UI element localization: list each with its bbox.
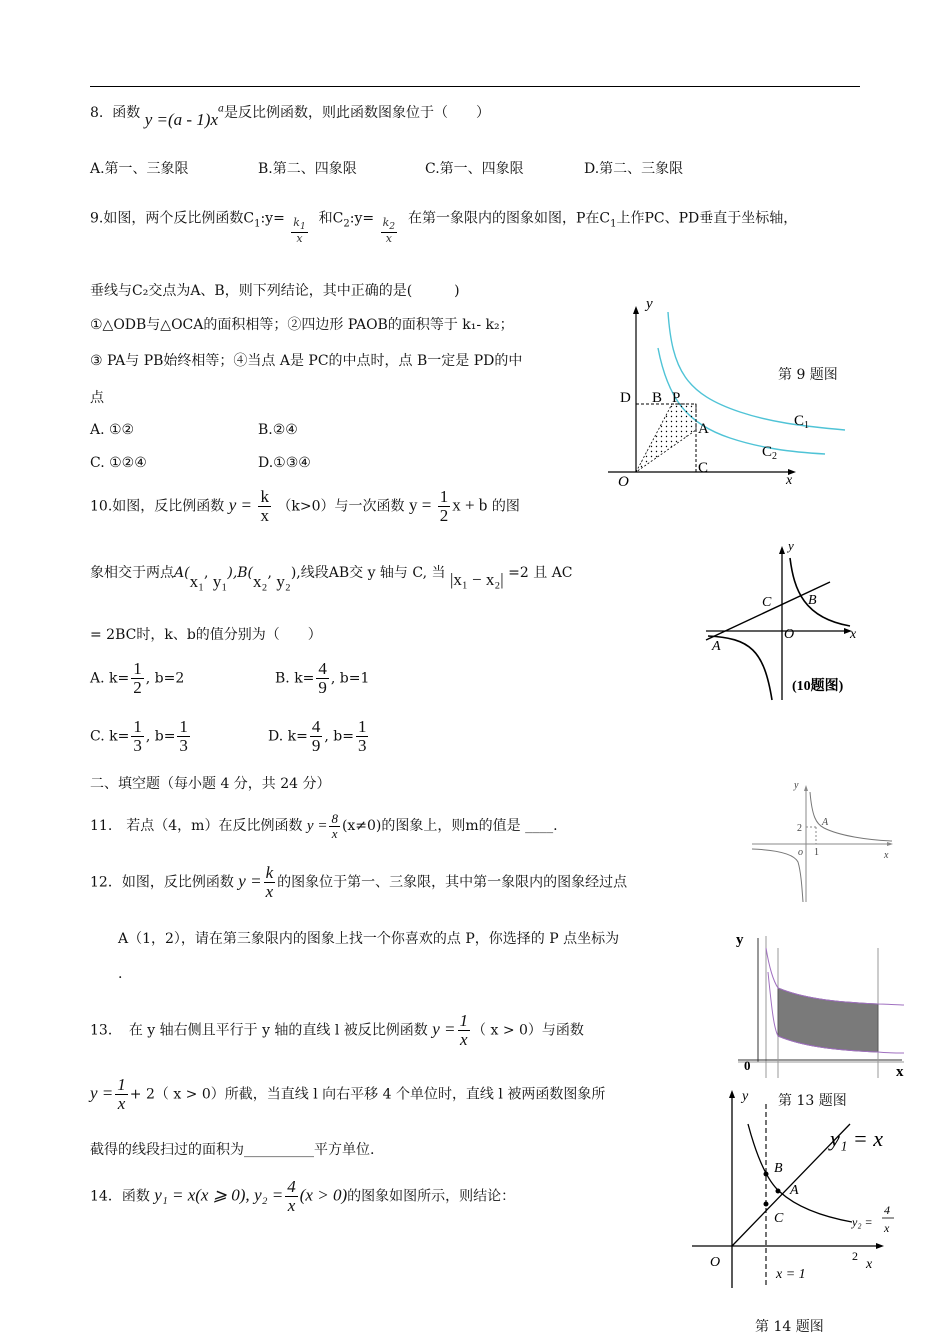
fig10-hyperbola-q1	[790, 558, 850, 626]
q10-f1-num: k	[260, 487, 269, 506]
fig9-label-x: x	[786, 473, 793, 488]
q13-line2	[90, 1076, 605, 1113]
q10-line2c: =2 且 AC	[508, 565, 573, 581]
q14-f2b: (x > 0)	[299, 1185, 348, 1205]
q10-opt-d-k	[310, 718, 323, 755]
fig9-label-p: P	[672, 390, 681, 406]
q11-den: x	[331, 825, 338, 841]
fig10-label-a: A	[712, 639, 721, 654]
q9-k2-sub: 2	[389, 221, 396, 233]
fig11-curve-q3	[752, 849, 803, 902]
q13-f: y =	[432, 1019, 456, 1039]
q10-f1-fraction	[258, 488, 271, 525]
q10-opt-c-den: 3	[133, 735, 142, 755]
q8-tail: 是反比例函数，则此函数图象位于（ ）	[223, 105, 490, 121]
fig14-label-c: C	[774, 1211, 784, 1226]
q10-tail: 的图	[491, 498, 520, 515]
q9-text-f: 上作PC、PD垂直于坐标轴，	[616, 210, 798, 227]
q10-opt-d-mid: , b=	[324, 728, 354, 745]
q9-line4: ③ PA与 PB始终相等；④当点 A是 PC的中点时，点 B一定是 PD的中	[90, 353, 523, 369]
q12-f: y =	[238, 871, 262, 891]
q10-f2-fraction	[438, 488, 451, 525]
fig9-label-o: O	[618, 474, 629, 490]
q10-opt-b-label: B. k=	[275, 670, 315, 687]
q13-num: 1	[459, 1011, 469, 1030]
q14-tail: 的图象如图所示，则结论：	[347, 1188, 516, 1205]
q13-line2-f: y =	[90, 1083, 114, 1103]
q10-f2-tail: x + b	[452, 495, 488, 515]
q12-line2: A（1，2），请在第三象限内的图象上找一个你喜欢的点 P，你选择的 P 点坐标为	[118, 931, 620, 947]
q14-num: 4	[287, 1177, 296, 1196]
q10-opt-b-num: 4	[318, 659, 327, 678]
q11-f: y =	[306, 818, 328, 835]
fig9-c2-sub: 2	[772, 451, 778, 462]
q11-tail: (x≠0)的图象上，则m的值是 ____.	[341, 818, 558, 835]
q10-line2a: 象相交于两点	[90, 565, 174, 581]
fig9-label-d: D	[620, 390, 631, 406]
q10-opt-d-den2: 3	[357, 735, 367, 755]
q10-opt-c-mid: , b=	[145, 728, 176, 745]
figure-10	[700, 540, 870, 710]
q11-lead: 11. 若点（4，m）在反比例函数	[90, 818, 303, 835]
q9-option-b: B.②④	[258, 422, 298, 438]
fig11-label-o: o	[798, 847, 803, 858]
q10-opt-b-b: , b=1	[330, 670, 370, 687]
fig14-label-4: 4	[884, 1203, 890, 1217]
q10-line1	[90, 488, 520, 525]
q10-opt-d-den: 9	[311, 735, 321, 755]
q8-exponent: a	[218, 103, 224, 115]
fig9-label-y: y	[646, 296, 653, 312]
q13-lead: 13． 在 y 轴右侧且平行于 y 轴的直线 l 被反比例函数	[90, 1022, 428, 1039]
fig9-c1-sub: 1	[804, 420, 810, 431]
q10-option-a	[90, 660, 184, 697]
q10-x2: x₂	[253, 572, 268, 591]
header-rule	[90, 86, 860, 87]
q8-option-c: C.第一、四象限	[425, 161, 524, 177]
q13-den: x	[460, 1029, 468, 1049]
fig11-label-x: x	[884, 850, 889, 861]
q9-line3: ①△ODB与△OCA的面积相等；②四边形 PAOB的面积等于 k₁- k₂；	[90, 317, 514, 333]
fig13-label-x: x	[896, 1064, 904, 1080]
q9-line1	[90, 205, 798, 245]
q10-f1-den: x	[260, 505, 269, 525]
q9-k2: k	[382, 216, 390, 229]
q9-option-a: A. ①②	[90, 422, 135, 438]
fig14-label-a: A	[790, 1183, 799, 1198]
q9-sub1: 1	[254, 218, 261, 230]
q9-k2-den: x	[385, 231, 392, 245]
fig10-label-y: y	[788, 540, 794, 553]
q10-opt-d-num2: 1	[357, 717, 367, 736]
fig11-label-y: y	[794, 780, 799, 791]
q10-opt-d-b	[356, 718, 369, 755]
fig9-caption: 第 9 题图	[778, 367, 838, 383]
q10-opt-b-k	[316, 660, 329, 697]
q10-opt-a-k	[131, 660, 144, 697]
fig11-y-arrow	[804, 785, 808, 791]
q10-opt-a-num: 1	[133, 659, 142, 678]
q10-opt-a-den: 2	[133, 677, 142, 697]
q14-lead: 14．函数	[90, 1188, 150, 1205]
question-13	[90, 1012, 584, 1049]
question-12	[90, 864, 627, 901]
q10-f2-num: 1	[439, 487, 449, 506]
q14-f2a: y₂ =	[254, 1185, 284, 1205]
q10-point-b: ),B(	[227, 565, 254, 581]
figure-11	[748, 772, 898, 906]
q9-k1-fraction	[291, 217, 308, 244]
q13-line2-den: x	[117, 1093, 126, 1113]
q9-text-e: 在第一象限内的图象如图，P在C	[407, 210, 611, 227]
fig14-x-arrow	[876, 1243, 884, 1249]
q10-line2: 象相交于两点A(x₁, y₁),B(x₂, y₂),线段AB交 y 轴与 C, 当 |x₁ − x₂| =2 且 AC	[90, 565, 573, 591]
q13-line2-num: 1	[117, 1075, 126, 1094]
q11-num: 8	[331, 811, 338, 826]
fig10-caption: (10题图)	[792, 679, 844, 694]
q8-option-a: A.第一、三象限	[90, 161, 189, 177]
q14-fraction	[285, 1178, 298, 1215]
fig14-label-x: x	[866, 1257, 873, 1272]
q10-abs: |x₁ − x₂|	[449, 570, 504, 589]
q10-option-b	[275, 660, 369, 697]
figure-14	[690, 1080, 910, 1300]
q10-cond: （k>0）与一次函数	[277, 498, 405, 515]
fig11-label-1: 1	[814, 847, 819, 858]
q9-k1-den: x	[296, 231, 303, 245]
q10-option-c	[90, 718, 192, 755]
q9-option-d: D.①③④	[258, 455, 311, 471]
q9-k2-fraction	[381, 217, 398, 244]
q9-sub3: 1	[610, 218, 617, 230]
fig13-label-o: 0	[744, 1058, 751, 1073]
q12-lead: 12．如图，反比例函数	[90, 874, 234, 891]
q9-text-b: :y=	[260, 210, 285, 227]
q13-fraction	[458, 1012, 471, 1049]
q10-lead: 10.如图，反比例函数	[90, 498, 225, 515]
question-14	[90, 1178, 515, 1215]
q13-line3: 截得的线段扫过的面积为__________平方单位.	[90, 1142, 375, 1158]
q10-opt-d-num: 4	[311, 717, 321, 736]
q10-opt-a-b: , b=2	[145, 670, 185, 687]
fig14-point-b	[764, 1172, 769, 1177]
q12-tail: 的图象位于第一、三象限，其中第一象限内的图象经过点	[277, 874, 628, 891]
q10-line2b: ),线段AB交 y 轴与 C, 当	[290, 565, 446, 581]
q10-y2: y₂	[276, 572, 291, 591]
fig11-label-2: 2	[797, 823, 802, 834]
fig10-label-x: x	[850, 627, 857, 642]
fig11-x-arrow	[887, 842, 893, 846]
q9-k1: k	[293, 216, 300, 229]
fig13-label-y: y	[736, 932, 744, 948]
fig10-label-b: B	[808, 593, 817, 608]
q8-number: 8.	[90, 105, 104, 121]
q8-lead: 函数	[112, 105, 141, 121]
fig13-shaded-area	[778, 988, 878, 1052]
question-11	[90, 812, 558, 840]
q10-y1: y₁	[212, 572, 228, 591]
question-8	[90, 102, 490, 129]
fig14-point-a	[776, 1189, 781, 1194]
fig10-y-arrow	[779, 546, 785, 554]
q12-line3: .	[118, 966, 123, 982]
fig10-label-o: O	[784, 627, 795, 642]
fig9-shaded-region	[636, 404, 696, 472]
fig14-label-x1: x = 1	[776, 1267, 806, 1282]
fig14-y-arrow	[729, 1090, 735, 1098]
q10-opt-c-b	[177, 718, 190, 755]
fig11-label-a: A	[822, 817, 829, 828]
q9-option-c: C. ①②④	[90, 455, 147, 471]
section-2-heading: 二、填空题（每小题 4 分，共 24 分）	[90, 776, 331, 792]
fig9-y-arrow	[633, 306, 639, 314]
q9-text-a: 9.如图，两个反比例函数C	[90, 210, 255, 227]
fig14-label-y2: y₂ =	[852, 1215, 873, 1229]
q14-f1: y₁ = x(x ⩾ 0),	[154, 1185, 250, 1205]
q10-opt-c-den2: 3	[179, 735, 188, 755]
figure-13	[732, 932, 912, 1080]
q9-text-c: 和C	[318, 210, 344, 227]
fig9-label-c2	[762, 444, 777, 462]
q10-x1: x₁	[189, 572, 205, 591]
q9-line2: 垂线与C₂交点为A、B，则下列结论，其中正确的是( )	[90, 283, 460, 299]
fig14-label-b: B	[774, 1161, 783, 1176]
q10-opt-c-k	[131, 718, 144, 755]
q10-f1: y =	[228, 495, 252, 515]
q13-line2-fraction	[115, 1076, 128, 1113]
fig13-caption: 第 13 题图	[778, 1093, 847, 1109]
q10-point-a: A(	[174, 565, 190, 581]
q8-option-d: D.第二、三象限	[584, 161, 684, 177]
q10-opt-c-label: C. k=	[90, 728, 130, 745]
figure-9	[600, 290, 860, 490]
fig9-c1-text: C	[794, 413, 805, 429]
q9-line5: 点	[90, 390, 104, 406]
q13-line2-tail: + 2（ x > 0）所截，当直线 l 向右平移 4 个单位时，直线 l 被两函数图象所	[129, 1086, 606, 1103]
fig9-label-b: B	[652, 390, 663, 406]
fig10-label-c: C	[762, 595, 772, 610]
fig9-c2-text: C	[762, 444, 773, 460]
q10-opt-c-num: 1	[133, 717, 142, 736]
q10-f2: y =	[408, 495, 432, 515]
fig9-label-a: A	[698, 421, 709, 437]
q9-sub2: 2	[343, 218, 350, 230]
q12-num: k	[265, 863, 274, 882]
fig9-label-c1	[794, 413, 809, 431]
q10-f2-den: 2	[439, 505, 449, 525]
fig14-label-y: y	[742, 1089, 749, 1104]
fig14-label-2: 2	[852, 1249, 858, 1263]
q10-line3: = 2BC时，k、b的值分别为（ ）	[90, 627, 322, 643]
fig14-point-c	[764, 1202, 769, 1207]
q8-option-b: B.第二、四象限	[258, 161, 357, 177]
q9-text-d: :y=	[349, 210, 375, 227]
q12-den: x	[265, 881, 274, 901]
q10-option-d	[268, 718, 370, 755]
q8-formula: y =(a - 1)x	[144, 110, 219, 129]
q10-opt-d-label: D. k=	[268, 728, 308, 745]
fig14-caption: 第 14 题图	[755, 1319, 824, 1335]
fig14-label-y1: y₁ = x	[830, 1126, 884, 1151]
fig14-label-den: x	[884, 1221, 890, 1235]
fig9-label-c: C	[698, 460, 709, 476]
q11-fraction	[329, 812, 340, 840]
q13-cond: （ x > 0）与函数	[472, 1022, 584, 1039]
q10-opt-a-label: A. k=	[90, 670, 130, 687]
q10-opt-c-num2: 1	[179, 717, 188, 736]
q10-opt-b-den: 9	[318, 677, 327, 697]
fig14-label-o: O	[710, 1255, 721, 1270]
q14-den: x	[287, 1195, 296, 1215]
q12-fraction	[264, 864, 276, 901]
q9-k1-sub: 1	[299, 221, 306, 233]
